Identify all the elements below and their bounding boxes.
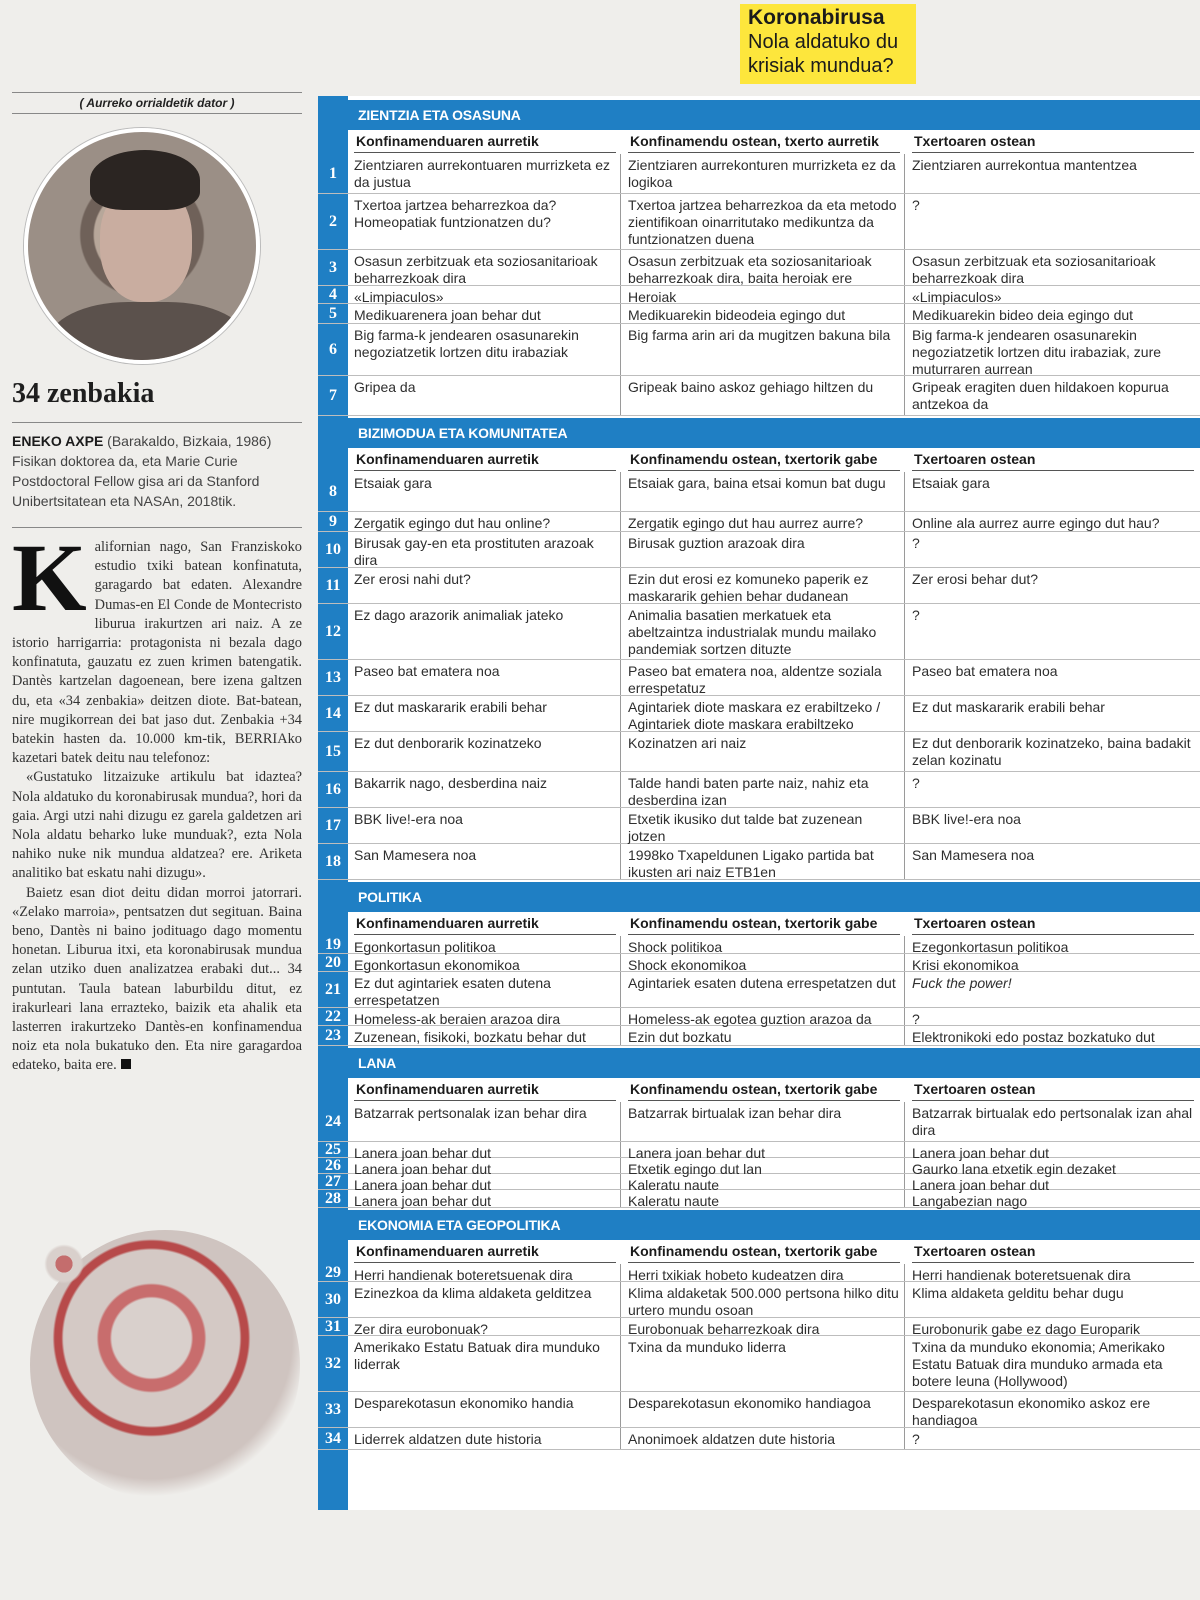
row-number: 4 <box>329 285 337 303</box>
cell-before: Desparekotasun ekonomiko handia <box>354 1395 574 1411</box>
row-number: 24 <box>325 1112 341 1130</box>
table-row <box>318 1156 1200 1177</box>
column-divider <box>904 808 905 843</box>
cell-during: Gripeak baino askoz gehiago hiltzen du <box>628 379 874 395</box>
column-divider <box>620 1190 621 1207</box>
row-number: 1 <box>329 164 337 182</box>
column-divider <box>620 808 621 843</box>
cell-during: Etxetik ikusiko dut talde bat zuzenean jotzen <box>628 811 863 844</box>
column-divider <box>620 1142 621 1157</box>
table-row <box>318 1318 1200 1336</box>
column-divider <box>904 1282 905 1317</box>
column-divider <box>904 194 905 249</box>
column-divider <box>620 194 621 249</box>
column-divider <box>904 512 905 531</box>
cell-after: ? <box>912 535 920 551</box>
row-number: 10 <box>325 540 341 558</box>
column-divider <box>904 1392 905 1427</box>
column-divider <box>904 972 905 1007</box>
article-paragraph <box>12 884 302 1076</box>
column-divider <box>620 936 621 953</box>
cell-during: Etsaiak gara, baina etsai komun bat dugu <box>628 475 886 491</box>
cell-before: Herri handienak boteretsuenak dira <box>354 1267 573 1283</box>
cell-before: Lanera joan behar dut <box>354 1145 491 1161</box>
portrait-body-shape <box>48 302 248 364</box>
table-row <box>318 972 1200 1008</box>
cell-before: Paseo bat ematera noa <box>354 663 500 679</box>
cell-during: Heroiak <box>628 289 677 305</box>
column-divider <box>620 1008 621 1025</box>
column-header: Txertoaren ostean <box>912 130 1194 153</box>
row-number: 30 <box>325 1290 341 1308</box>
table-row <box>318 532 1200 568</box>
section-title: POLITIKA <box>358 889 422 905</box>
row-number: 25 <box>325 1140 341 1158</box>
table-row <box>318 1392 1200 1428</box>
author-column <box>12 92 302 1076</box>
column-divider <box>620 568 621 603</box>
section-title: BIZIMODUA ETA KOMUNITATEA <box>358 425 568 441</box>
cell-after: Batzarrak birtualak edo pertsonalak izan ahal dira <box>912 1105 1193 1138</box>
column-divider <box>904 286 905 303</box>
column-header: Konfinamendu ostean, txerto aurretik <box>628 130 900 153</box>
cell-during: Homeless-ak egotea guztion arazoa da <box>628 1011 872 1027</box>
column-divider <box>904 472 905 511</box>
row-number: 31 <box>325 1317 341 1335</box>
table-row <box>318 772 1200 808</box>
cell-before: Ez dut denborarik kozinatzeko <box>354 735 542 751</box>
column-divider <box>904 954 905 971</box>
column-divider <box>904 1174 905 1189</box>
cell-during: Anonimoek aldatzen dute historia <box>628 1431 836 1447</box>
column-divider <box>904 660 905 695</box>
column-divider <box>904 696 905 731</box>
column-divider <box>620 1102 621 1141</box>
column-divider <box>620 1174 621 1189</box>
cell-after: Desparekotasun ekonomiko askoz ere handiagoa <box>912 1395 1151 1428</box>
cell-during: Txina da munduko liderra <box>628 1339 786 1355</box>
column-divider <box>904 936 905 953</box>
column-divider <box>620 1264 621 1281</box>
cell-before: «Limpiaculos» <box>354 289 444 305</box>
column-divider <box>904 324 905 375</box>
row-number: 11 <box>325 576 341 594</box>
row-number: 17 <box>325 816 341 834</box>
cell-after: Osasun zerbitzuak eta soziosanitarioak beharrezkoak dira <box>912 253 1156 286</box>
column-divider <box>904 250 905 285</box>
column-divider <box>620 954 621 971</box>
cell-during: Birusak guztion arazoak dira <box>628 535 805 551</box>
cell-during: Ezin dut bozkatu <box>628 1029 732 1045</box>
cell-before: Ez dut agintariek esaten dutena errespetatzen <box>354 975 551 1008</box>
column-header: Konfinamendu ostean, txertorik gabe <box>628 448 900 471</box>
column-divider <box>620 696 621 731</box>
cell-before: Gripea da <box>354 379 416 395</box>
cell-before: Homeless-ak beraien arazoa dira <box>354 1011 561 1027</box>
column-divider <box>620 772 621 807</box>
section-title: ZIENTZIA ETA OSASUNA <box>358 107 521 123</box>
row-number: 32 <box>325 1354 341 1372</box>
column-divider <box>620 1318 621 1335</box>
row-number: 21 <box>325 980 341 998</box>
table-row <box>318 1026 1200 1046</box>
section-header <box>318 418 1200 448</box>
cell-during: Herri txikiak hobeto kudeatzen dira <box>628 1267 844 1283</box>
row-number: 33 <box>325 1400 341 1418</box>
row-number: 7 <box>329 386 337 404</box>
column-header: Konfinamendu ostean, txertorik gabe <box>628 1240 900 1263</box>
cell-before: Lanera joan behar dut <box>354 1193 491 1209</box>
cell-after: «Limpiaculos» <box>912 289 1002 305</box>
cell-during: Kozinatzen ari naiz <box>628 735 747 751</box>
column-header: Konfinamenduaren aurretik <box>354 448 616 471</box>
table-row <box>318 376 1200 416</box>
row-number: 29 <box>325 1263 341 1281</box>
cell-before: Zergatik egingo dut hau online? <box>354 515 551 531</box>
column-divider <box>620 972 621 1007</box>
cell-during: Ezin dut erosi ez komuneko paperik ez maskararik gehien behar dudanean <box>628 571 869 604</box>
section-kicker: Koronabirusa <box>748 6 885 29</box>
cell-before: Etsaiak gara <box>354 475 432 491</box>
cell-before: Zuzenean, fisikoki, bozkatu behar dut <box>354 1029 586 1045</box>
row-number: 8 <box>329 482 337 500</box>
cell-during: 1998ko Txapeldunen Ligako partida bat ikusten ari naiz ETB1en <box>628 847 874 880</box>
table-row <box>318 324 1200 376</box>
column-divider <box>620 250 621 285</box>
column-header: Txertoaren ostean <box>912 912 1194 935</box>
cell-during: Kaleratu naute <box>628 1193 720 1209</box>
cell-after: Lanera joan behar dut <box>912 1177 1049 1193</box>
cell-before: Ezinezkoa da klima aldaketa gelditzea <box>354 1285 592 1301</box>
cell-before: San Mamesera noa <box>354 847 477 863</box>
cell-before: Zer erosi nahi dut? <box>354 571 471 587</box>
row-number: 14 <box>325 704 341 722</box>
row-number: 9 <box>329 512 337 530</box>
cell-after: Herri handienak boteretsuenak dira <box>912 1267 1131 1283</box>
cell-before: Osasun zerbitzuak eta soziosanitarioak beharrezkoak dira <box>354 253 598 286</box>
article-paragraph-text: Baietz esan diot deitu didan morroi jatorrari. «Zelako marroia», pentsatzen dut segituan. Baina beno, Dantès ni baino jodituago dago momentu honetan. Liburua itxi, eta koronabirusak mundua zelan utziko duen analizatzea erabaki dut... 34 puntutan. Taula batean laburbildu ditut, ez irakurleari lana errazteko, baizik eta ahalik eta lasterren irakurtzeko Dantès-en konfinamendua noiz eta nola bukatuko den. Eta nire garagardoa edateko, baita ere. <box>12 884 302 1074</box>
column-divider <box>904 1142 905 1157</box>
cell-before: Lanera joan behar dut <box>354 1161 491 1177</box>
cell-during: Osasun zerbitzuak eta soziosanitarioak beharrezkoak dira, baita heroiak ere <box>628 253 872 286</box>
cell-during: Paseo bat ematera noa, aldentze soziala errespetatuz <box>628 663 882 696</box>
cell-after: Txina da munduko ekonomia; Amerikako Estatu Batuak dira munduko armada eta botere leuna (Hollywood) <box>912 1339 1165 1389</box>
column-divider <box>904 304 905 323</box>
author-portrait <box>24 128 260 364</box>
column-divider <box>904 1264 905 1281</box>
cell-after: Krisi ekonomikoa <box>912 957 1019 973</box>
cell-after: ? <box>912 197 920 213</box>
cell-during: Medikuarekin bideodeia egingo dut <box>628 307 846 323</box>
cell-after: Zientziaren aurrekontua mantentzea <box>912 157 1137 173</box>
section-header <box>318 1048 1200 1078</box>
column-header: Txertoaren ostean <box>912 1078 1194 1101</box>
table-row <box>318 1282 1200 1318</box>
column-divider <box>904 532 905 567</box>
article-paragraph: «Gustatuko litzaizuke artikulu bat idaztea? Nola aldatuko du koronabirusak mundua?, hori da gaia. Argi utzi nahi dizugu ez garela galdetzen ari Nola aldatu beharko luke munduak?, ezta Nola nahiko nuke nik mundua aldatzea? ere. Ariketa analitiko bat eskatu nahi dizugu». <box>12 769 302 882</box>
table-row <box>318 1264 1200 1282</box>
row-number: 18 <box>325 852 341 870</box>
column-header: Konfinamendu ostean, txertorik gabe <box>628 1078 900 1101</box>
cell-during: Zientziaren aurrekonturen murrizketa ez da logikoa <box>628 157 896 190</box>
row-number: 20 <box>325 953 341 971</box>
cell-before: Ez dut maskararik erabili behar <box>354 699 547 715</box>
section-header <box>318 100 1200 130</box>
table-row <box>318 1336 1200 1392</box>
table-row <box>318 286 1200 304</box>
row-number: 26 <box>325 1156 341 1174</box>
cell-before: Lanera joan behar dut <box>354 1177 491 1193</box>
column-header: Konfinamenduaren aurretik <box>354 912 616 935</box>
cell-after: Paseo bat ematera noa <box>912 663 1058 679</box>
column-divider <box>620 1158 621 1173</box>
cell-after: ? <box>912 1431 920 1447</box>
table-row <box>318 732 1200 772</box>
cell-before: Birusak gay-en eta prostituten arazoak dira <box>354 535 594 568</box>
cell-after: Ez dut denborarik kozinatzeko, baina badakit zelan kozinatu <box>912 735 1191 768</box>
cell-after: ? <box>912 775 920 791</box>
table-row <box>318 154 1200 194</box>
cell-after: Klima aldaketa gelditu behar dugu <box>912 1285 1124 1301</box>
table-row <box>318 568 1200 604</box>
cell-before: Ez dago arazorik animaliak jateko <box>354 607 564 623</box>
section-tag <box>740 4 916 84</box>
cell-during: Agintariek esaten dutena errespetatzen dut <box>628 975 896 991</box>
cell-during: Big farma arin ari da mugitzen bakuna bila <box>628 327 891 343</box>
table-row <box>318 512 1200 532</box>
row-number: 12 <box>325 622 341 640</box>
section-header <box>318 882 1200 912</box>
author-bio <box>12 422 302 511</box>
table-row <box>318 472 1200 512</box>
section-title: EKONOMIA ETA GEOPOLITIKA <box>358 1217 561 1233</box>
article-paragraph: alifornian nago, San Franziskoko estudio txiki batean konfinatuta, garagardo bat edaten. Alexandre Dumas-en El Conde de Montecristo liburua irakurtzen ari naiz. A ze istorio harrigarria: protagonista ni bezala dago konfinatuta, gauzatu ez zuen krimen batengatik. Dantès kartzelan dagoenean, bere izena galtzen du, eta «34 zenbakia» deitzen diote. Bat-batean, nire mugikorrean dei bat jaso dut. Zenbakia +34 batekin hasten da. 10.000 km-tik, BERRIAko kazetari batek deitu nau telefonoz: <box>12 539 302 767</box>
column-divider <box>620 1392 621 1427</box>
table-row <box>318 1140 1200 1161</box>
cell-after: Fuck the power! <box>912 975 1012 991</box>
cell-before: Egonkortasun ekonomikoa <box>354 957 520 973</box>
column-header: Konfinamenduaren aurretik <box>354 1240 616 1263</box>
virus-small-illustration <box>44 1244 84 1284</box>
column-header: Txertoaren ostean <box>912 448 1194 471</box>
column-divider <box>904 604 905 659</box>
column-divider <box>904 772 905 807</box>
table-row <box>318 936 1200 954</box>
cell-during: Zergatik egingo dut hau aurrez aurre? <box>628 515 864 531</box>
cell-during: Talde handi baten parte naiz, nahiz eta desberdina izan <box>628 775 869 808</box>
table-row <box>318 604 1200 660</box>
cell-during: Txertoa jartzea beharrezkoa da eta metodo zientifikoan oinarritutako medikuntza da funtzionatzen duena <box>628 197 897 247</box>
cell-after: San Mamesera noa <box>912 847 1035 863</box>
column-divider <box>904 1026 905 1045</box>
column-divider <box>620 304 621 323</box>
end-mark-icon <box>121 1059 131 1069</box>
cell-after: Online ala aurrez aurre egingo dut hau? <box>912 515 1160 531</box>
author-name: ENEKO AXPE <box>12 433 104 449</box>
section-question: Nola aldatuko du krisiak mundua? <box>748 31 899 77</box>
table-row <box>318 660 1200 696</box>
cell-before: Zer dira eurobonuak? <box>354 1321 488 1337</box>
column-divider <box>904 568 905 603</box>
article-title: 34 zenbakia <box>12 378 155 409</box>
table-row <box>318 696 1200 732</box>
row-number: 3 <box>329 258 337 276</box>
cell-during: Klima aldaketak 500.000 pertsona hilko ditu urtero mundu osoan <box>628 1285 899 1318</box>
column-divider <box>620 604 621 659</box>
cell-before: Medikuarenera joan behar dut <box>354 307 541 323</box>
cell-after: Gaurko lana etxetik egin dezaket <box>912 1161 1116 1177</box>
cell-before: BBK live!-era noa <box>354 811 463 827</box>
column-header: Txertoaren ostean <box>912 1240 1194 1263</box>
column-divider <box>904 1336 905 1391</box>
cell-after: Lanera joan behar dut <box>912 1145 1049 1161</box>
article-body <box>12 524 302 1076</box>
cell-after: Medikuarekin bideo deia egingo dut <box>912 307 1134 323</box>
cell-before: Txertoa jartzea beharrezkoa da? Homeopatiak funtzionatzen du? <box>354 197 557 230</box>
column-header: Konfinamendu ostean, txertorik gabe <box>628 912 900 935</box>
row-number: 2 <box>329 212 337 230</box>
table-row <box>318 194 1200 250</box>
table-row <box>318 1102 1200 1142</box>
column-divider <box>904 732 905 771</box>
row-number: 15 <box>325 742 341 760</box>
table-row <box>318 954 1200 972</box>
row-number: 19 <box>325 935 341 953</box>
cell-during: Etxetik egingo dut lan <box>628 1161 762 1177</box>
section-header <box>318 1210 1200 1240</box>
row-number: 34 <box>325 1429 341 1447</box>
table-row <box>318 304 1200 324</box>
cell-after: Ez dut maskararik erabili behar <box>912 699 1105 715</box>
cell-after: Big farma-k jendearen osasunarekin negoziatzetik lortzen ditu irabaziak, zure muturraren aurrean <box>912 327 1162 377</box>
cell-before: Batzarrak pertsonalak izan behar dira <box>354 1105 587 1121</box>
cell-during: Kaleratu naute <box>628 1177 720 1193</box>
row-number: 13 <box>325 668 341 686</box>
table-row <box>318 808 1200 844</box>
author-bio-text: (Barakaldo, Bizkaia, 1986) Fisikan doktorea da, eta Marie Curie Postdoctoral Fellow gisa ari da Stanford Unibertsitatean eta NASAn, 2018tik. <box>12 433 272 509</box>
table-row <box>318 250 1200 286</box>
table-row <box>318 1172 1200 1193</box>
cell-before: Zientziaren aurrekontuaren murrizketa ez da justua <box>354 157 611 190</box>
cell-during: Shock politikoa <box>628 939 723 955</box>
column-divider <box>620 286 621 303</box>
cell-during: Animalia basatien merkatuek eta abeltzaintza industrialak mundu mailako pandemiak sortzen dituzte <box>628 607 877 657</box>
portrait-hair-shape <box>90 150 200 210</box>
table-row <box>318 1190 1200 1208</box>
column-divider <box>904 1008 905 1025</box>
cell-before: Egonkortasun politikoa <box>354 939 496 955</box>
column-divider <box>620 324 621 375</box>
comparison-table <box>318 96 1200 1510</box>
dropcap: K <box>12 524 87 631</box>
column-divider <box>904 1158 905 1173</box>
row-number: 16 <box>325 780 341 798</box>
row-number: 6 <box>329 340 337 358</box>
cell-after: Etsaiak gara <box>912 475 990 491</box>
column-divider <box>620 1428 621 1449</box>
row-number: 28 <box>325 1189 341 1207</box>
column-divider <box>904 154 905 193</box>
column-divider <box>904 844 905 879</box>
column-header: Konfinamenduaren aurretik <box>354 130 616 153</box>
cell-before: Big farma-k jendearen osasunarekin negoziatzetik lortzen ditu irabaziak <box>354 327 579 360</box>
column-divider <box>620 844 621 879</box>
cell-after: Gripeak eragiten duen hildakoen kopurua antzekoa da <box>912 379 1169 412</box>
section-title: LANA <box>358 1055 397 1071</box>
cell-before: Bakarrik nago, desberdina naiz <box>354 775 548 791</box>
column-divider <box>620 532 621 567</box>
cell-before: Amerikako Estatu Batuak dira munduko liderrak <box>354 1339 600 1372</box>
column-divider <box>620 1282 621 1317</box>
column-divider <box>620 472 621 511</box>
column-divider <box>904 1190 905 1207</box>
column-divider <box>904 1318 905 1335</box>
column-divider <box>620 660 621 695</box>
cell-after: ? <box>912 1011 920 1027</box>
table-row <box>318 1428 1200 1450</box>
cell-during: Agintariek diote maskara ez erabiltzeko / Agintariek diote maskara erabiltzeko <box>628 699 881 732</box>
cell-during: Desparekotasun ekonomiko handiagoa <box>628 1395 871 1411</box>
cell-after: Langabezian nago <box>912 1193 1028 1209</box>
column-header: Konfinamenduaren aurretik <box>354 1078 616 1101</box>
column-divider <box>904 1428 905 1449</box>
column-divider <box>620 732 621 771</box>
cell-after: Ezegonkortasun politikoa <box>912 939 1069 955</box>
row-number: 5 <box>329 304 337 322</box>
column-divider <box>904 1102 905 1141</box>
row-number: 23 <box>325 1026 341 1044</box>
cell-during: Batzarrak birtualak izan behar dira <box>628 1105 842 1121</box>
cell-during: Shock ekonomikoa <box>628 957 747 973</box>
table-row <box>318 844 1200 880</box>
row-number: 22 <box>325 1007 341 1025</box>
column-divider <box>620 154 621 193</box>
column-divider <box>620 376 621 415</box>
row-number: 27 <box>325 1172 341 1190</box>
cell-during: Lanera joan behar dut <box>628 1145 765 1161</box>
cell-after: BBK live!-era noa <box>912 811 1021 827</box>
cell-after: Eurobonurik gabe ez dago Europarik <box>912 1321 1141 1337</box>
cell-after: ? <box>912 607 920 623</box>
cell-after: Elektronikoki edo postaz bozkatuko dut <box>912 1029 1155 1045</box>
table-row <box>318 1008 1200 1026</box>
cell-during: Eurobonuak beharrezkoak dira <box>628 1321 820 1337</box>
column-divider <box>620 1336 621 1391</box>
cell-after: Zer erosi behar dut? <box>912 571 1039 587</box>
continued-note: ( Aurreko orrialdetik dator ) <box>12 92 302 114</box>
column-divider <box>904 376 905 415</box>
column-divider <box>620 512 621 531</box>
cell-before: Liderrek aldatzen dute historia <box>354 1431 542 1447</box>
column-divider <box>620 1026 621 1045</box>
